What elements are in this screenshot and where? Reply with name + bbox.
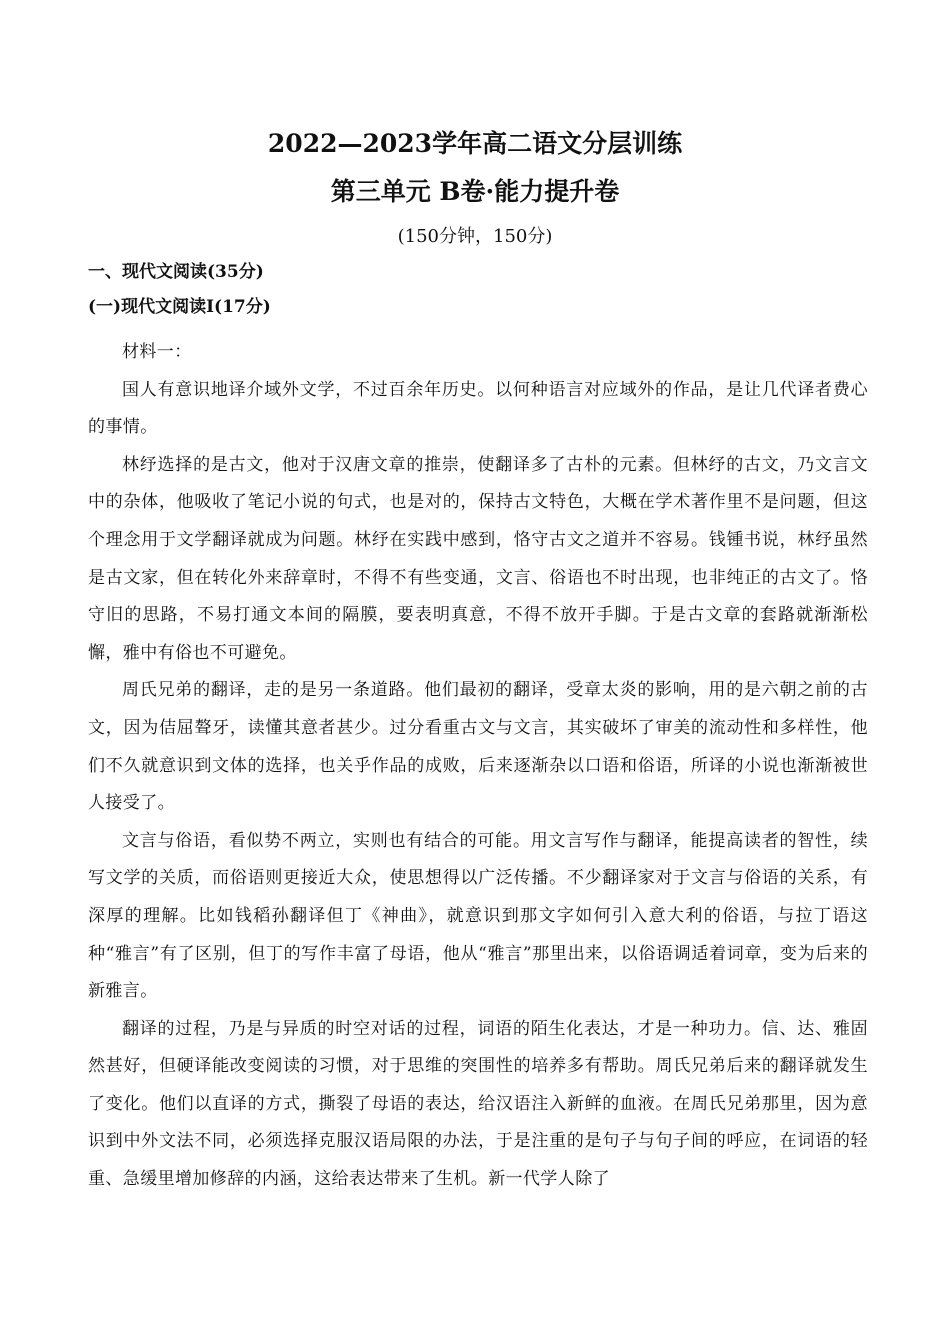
paragraph: 文言与俗语，看似势不两立，实则也有结合的可能。用文言写作与翻译，能提高读者的智性，续写文学的关质，而俗语则更接近大众，使思想得以广泛传播。不少翻译家对于文言与俗语的关系，有深厚的理解。比如钱稻孙翻译但丁《神曲》，就意识到那文字如何引入意大利的俗语，与拉丁语这种“雅言”有了区别，但丁的写作丰富了母语，他从“雅言”那里出来，以俗语调适着词章，变为后来的新雅言。 — [88, 830, 868, 1002]
unit-subtitle: 第三单元 B卷·能力提升卷 — [330, 177, 620, 206]
paragraph: 周氏兄弟的翻译，走的是另一条道路。他们最初的翻译，受章太炎的影响，用的是六朝之前的古文，因为佶屈聱牙，读懂其意者甚少。过分看重古文与文言，其实破坏了审美的流动性和多样性，他们不久就意识到文体的选择，也关乎作品的成败，后来逐渐杂以口语和俗语，所译的小说也渐渐被世人接受了。 — [88, 680, 868, 814]
paragraph: 国人有意识地译介域外文学，不过百余年历史。以何种语言对应域外的作品，是让几代译者费心的事情。 — [88, 379, 868, 438]
time-score-note: (150分钟，150分) — [397, 226, 553, 247]
paragraph: 翻译的过程，乃是与异质的时空对话的过程，词语的陌生化表达，才是一种功力。信、达、雅固然甚好，但硬译能改变阅读的习惯，对于思维的突围性的培养多有帮助。周氏兄弟后来的翻译就发生了变化。他们以直译的方式，撕裂了母语的表达，给汉语注入新鲜的血液。在周氏兄弟那里，因为意识到中外文法不同，必须选择克服汉语局限的办法，于是注重的是句子与句子间的呼应，在词语的轻重、急缓里增加修辞的内涵，这给表达带来了生机。新一代学人除了 — [88, 1018, 868, 1190]
section-heading: 一、现代文阅读(35分) — [88, 262, 264, 282]
document-title: 2022—2023学年高二语文分层训练 — [267, 129, 683, 158]
reading-passage — [88, 334, 868, 1199]
material-label: 材料一： — [122, 342, 192, 362]
section-subheading: (一)现代文阅读Ⅰ(17分) — [88, 297, 271, 317]
paragraph: 林纾选择的是古文，他对于汉唐文章的推崇，使翻译多了古朴的元素。但林纾的古文，乃文言文中的杂体，他吸收了笔记小说的句式，也是对的，保持古文特色，大概在学术著作里不是问题，但这个理念用于文学翻译就成为问题。林纾在实践中感到，恪守古文之道并不容易。钱锺书说，林纾虽然是古文家，但在转化外来辞章时，不得不有些变通，文言、俗语也不时出现，也非纯正的古文了。恪守旧的思路，不易打通文本间的隔膜，要表明真意，不得不放开手脚。于是古文章的套路就渐渐松懈，雅中有俗也不可避免。 — [88, 454, 868, 663]
